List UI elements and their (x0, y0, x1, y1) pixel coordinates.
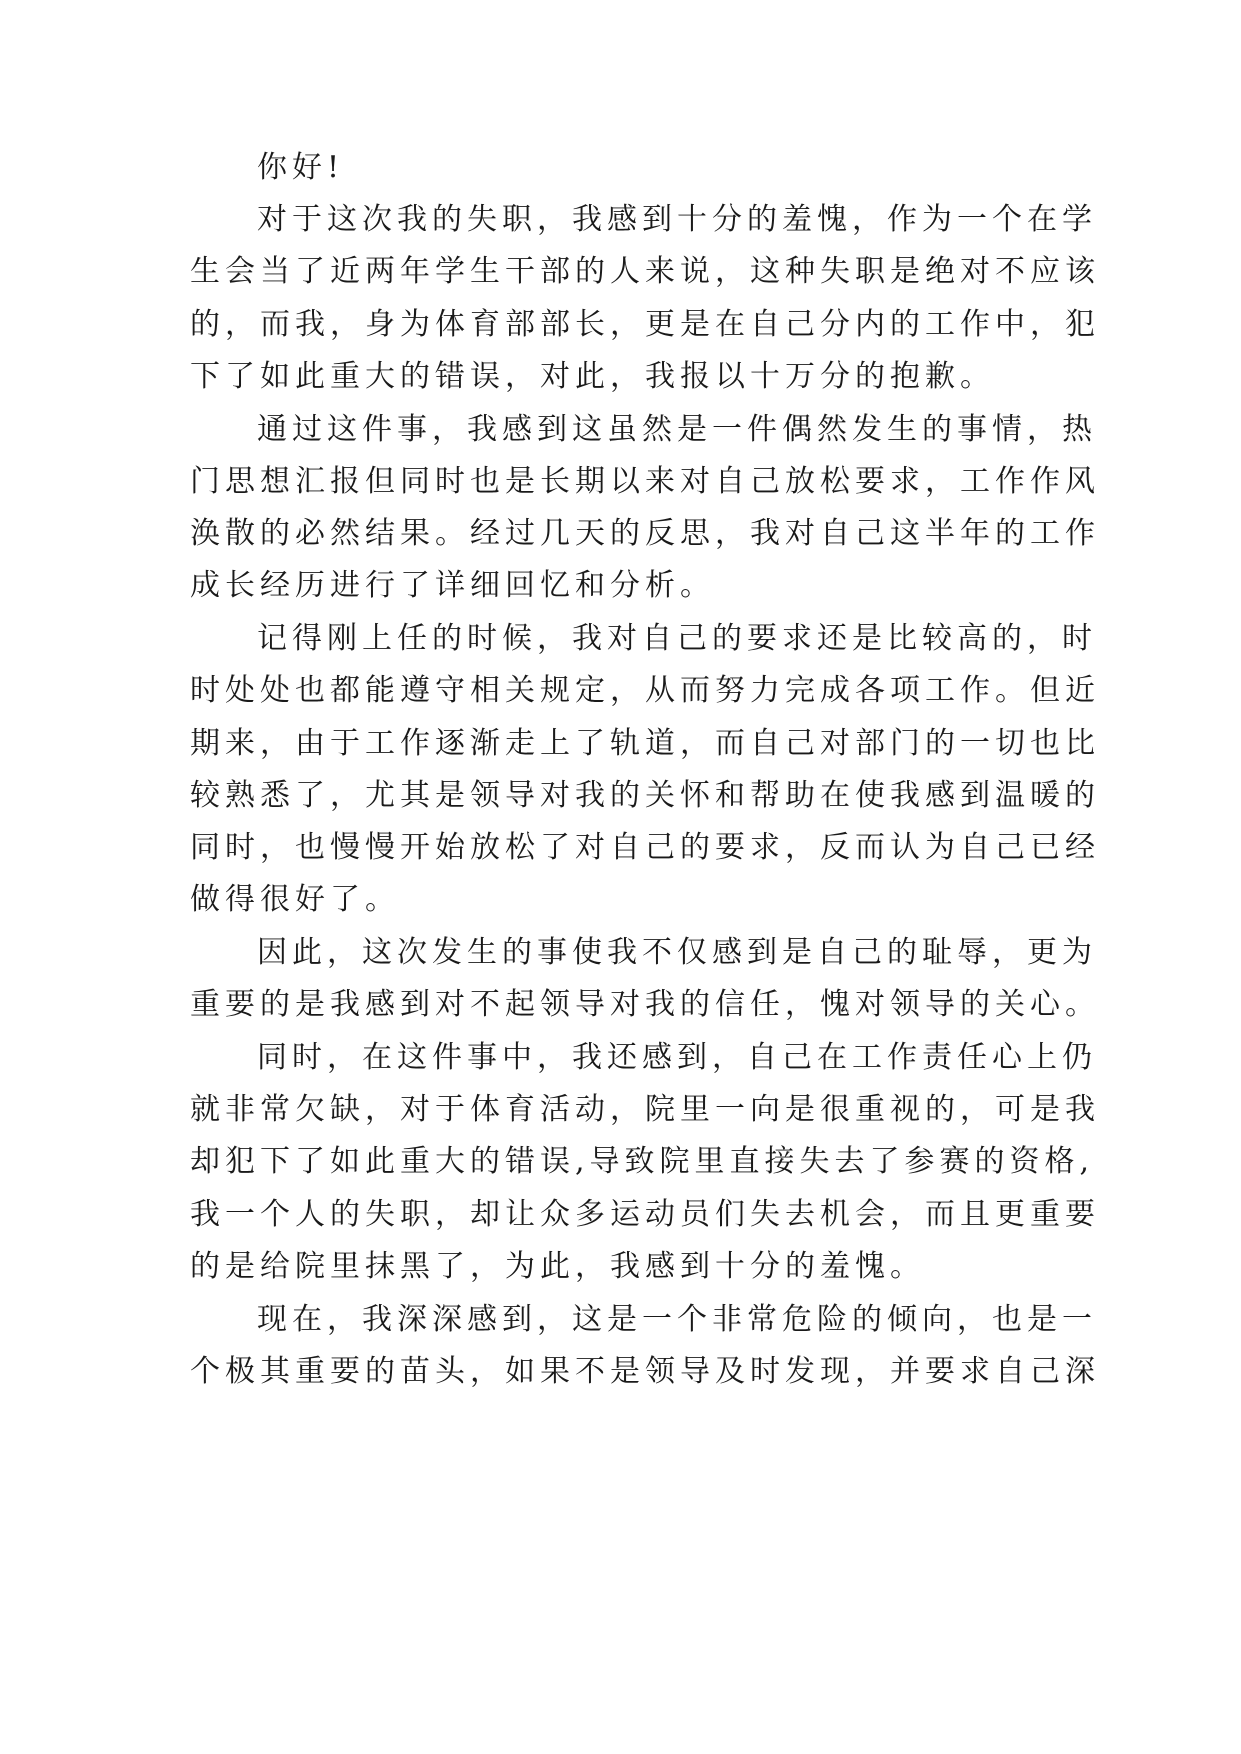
paragraph-line: 我一个人的失职，却让众多运动员们失去机会，而且更重要 (190, 1197, 1100, 1232)
paragraph-line: 时处处也都能遵守相关规定，从而努力完成各项工作。但近 (190, 673, 1100, 708)
paragraph-line: 个极其重要的苗头，如果不是领导及时发现，并要求自己深 (190, 1354, 1100, 1389)
paragraph-line: 现在，我深深感到，这是一个非常危险的倾向，也是一 (257, 1302, 1097, 1337)
paragraph-line: 的，而我，身为体育部部长，更是在自己分内的工作中，犯 (190, 307, 1100, 342)
paragraph-line: 成长经历进行了详细回忆和分析。 (190, 568, 715, 603)
paragraph-line: 较熟悉了，尤其是领导对我的关怀和帮助在使我感到温暖的 (190, 778, 1100, 813)
paragraph-line: 涣散的必然结果。经过几天的反思，我对自己这半年的工作 (190, 516, 1100, 551)
paragraph-line: 因此，这次发生的事使我不仅感到是自己的耻辱，更为 (257, 935, 1097, 970)
paragraph-line: 对于这次我的失职，我感到十分的羞愧，作为一个在学 (257, 202, 1097, 237)
paragraph-line: 做得很好了。 (190, 882, 400, 917)
paragraph-line: 就非常欠缺，对于体育活动，院里一向是很重视的，可是我 (190, 1092, 1100, 1127)
paragraph-line: 通过这件事，我感到这虽然是一件偶然发生的事情，热 (257, 412, 1097, 447)
paragraph-line: 记得刚上任的时候，我对自己的要求还是比较高的，时 (257, 621, 1097, 656)
paragraph-line: 重要的是我感到对不起领导对我的信任，愧对领导的关心。 (190, 987, 1100, 1022)
paragraph-line: 同时，也慢慢开始放松了对自己的要求，反而认为自己已经 (190, 830, 1100, 865)
paragraph-line: 门思想汇报但同时也是长期以来对自己放松要求，工作作风 (190, 464, 1100, 499)
paragraph-line: 的是给院里抹黑了，为此，我感到十分的羞愧。 (190, 1249, 925, 1284)
paragraph-line: 生会当了近两年学生干部的人来说，这种失职是绝对不应该 (190, 254, 1100, 289)
paragraph-line: 期来，由于工作逐渐走上了轨道，而自己对部门的一切也比 (190, 726, 1100, 761)
greeting-line: 你好! (257, 150, 345, 185)
paragraph-line: 却犯下了如此重大的错误,导致院里直接失去了参赛的资格, (190, 1144, 1095, 1179)
paragraph-line: 下了如此重大的错误，对此，我报以十万分的抱歉。 (190, 359, 995, 394)
paragraph-line: 同时，在这件事中，我还感到，自己在工作责任心上仍 (257, 1040, 1097, 1075)
